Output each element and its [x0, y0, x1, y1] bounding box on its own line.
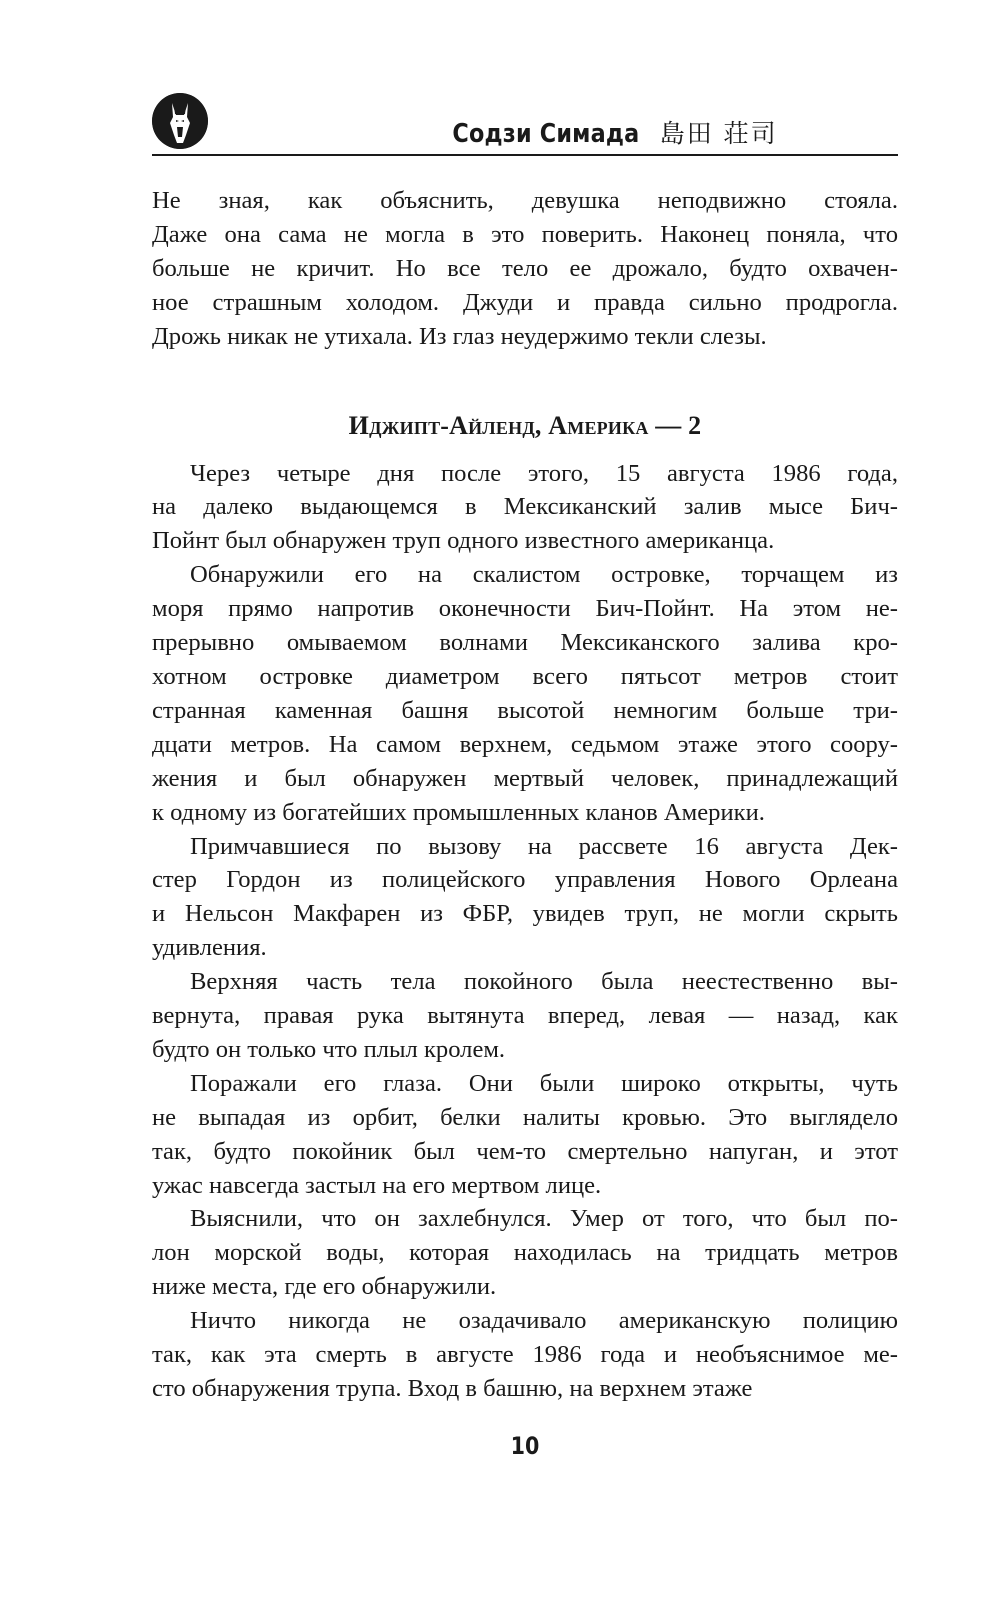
- text-line: будто он только что плыл кролем.: [152, 1035, 506, 1063]
- intro-paragraph: [152, 184, 898, 354]
- text-line: удивления.: [152, 934, 267, 962]
- running-head: [300, 114, 900, 150]
- text-line: так, как эта смерть в августе 1986 года и необъяснимое ме-: [152, 1341, 898, 1369]
- text-line: ниже места, где его обнаружили.: [152, 1273, 497, 1301]
- author-name-japanese: 島田 荘司: [659, 119, 778, 148]
- body-paragraph: [152, 558, 898, 829]
- logo-graphic: [152, 93, 208, 149]
- text-line: моря прямо напротив оконечности Бич-Пойнт. На этом не-: [152, 595, 898, 623]
- text-line: Выяснили, что он захлебнулся. Умер от того, что был по-: [190, 1205, 898, 1233]
- text-line: Ничто никогда не озадачивало американскую полицию: [190, 1307, 898, 1335]
- page-body: [152, 184, 898, 1406]
- text-line: Верхняя часть тела покойного была неестественно вы-: [190, 968, 898, 996]
- section-heading: Иджипт-Айленд, Америка — 2: [348, 410, 702, 440]
- body-paragraph: [152, 457, 898, 559]
- text-line: Не зная, как объяснить, девушка неподвижно стояла.: [152, 187, 898, 214]
- text-line: на далеко выдающемся в Мексиканский залив мысе Бич-: [152, 493, 898, 521]
- text-line: ное страшным холодом. Джуди и правда сильно продрогла.: [152, 288, 898, 316]
- body-paragraph: [152, 1067, 898, 1203]
- text-line: Поражали его глаза. Они были широко открыты, чуть: [190, 1069, 898, 1097]
- text-line: ужас навсегда застыл на его мертвом лице.: [152, 1171, 602, 1199]
- body-paragraph: [152, 965, 898, 1067]
- anubis-head-icon: [152, 93, 208, 149]
- text-line: Обнаружили его на скалистом островке, торчащем из: [190, 561, 898, 589]
- text-line: и Нельсон Макфарен из ФБР, увидев труп, не могли скрыть: [152, 900, 898, 928]
- text-line: стер Гордон из полицейского управления Нового Орлеана: [152, 866, 898, 894]
- text-line: не выпадая из орбит, белки налиты кровью. Это выглядело: [152, 1103, 898, 1131]
- text-line: больше не кричит. Но все тело ее дрожало, будто охвачен-: [152, 254, 898, 282]
- text-line: дцати метров. На самом верхнем, седьмом этаже этого соору-: [152, 730, 898, 758]
- text-line: так, будто покойник был чем-то смертельно напуган, и этот: [152, 1137, 898, 1165]
- text-line: Через четыре дня после этого, 15 августа 1986 года,: [190, 459, 898, 487]
- text-line: Дрожь никак не утихала. Из глаз неудержимо текли слезы.: [152, 322, 767, 350]
- text-line: Даже она сама не могла в это поверить. Наконец поняла, что: [152, 220, 898, 248]
- text-line: к одному из богатейших промышленных кланов Америки.: [152, 798, 765, 826]
- text-line: странная каменная башня высотой немногим больше три-: [152, 696, 898, 724]
- paragraphs: [152, 457, 898, 1406]
- author-name: Содзи Симада: [452, 119, 640, 149]
- page-number: 10: [510, 1432, 540, 1460]
- text-line: Пойнт был обнаружен труп одного известного американца.: [152, 527, 775, 555]
- body-paragraph: [152, 1304, 898, 1406]
- text-line: лон морской воды, которая находилась на тридцать метров: [152, 1239, 898, 1267]
- body-paragraph: [152, 1202, 898, 1304]
- text-line: хотном островке диаметром всего пятьсот метров стоит: [152, 662, 898, 690]
- header-rule: [152, 154, 898, 156]
- text-line: сто обнаружения трупа. Вход в башню, на верхнем этаже: [152, 1375, 753, 1402]
- text-line: жения и был обнаружен мертвый человек, принадлежащий: [152, 764, 898, 792]
- text-line: прерывно омываемом волнами Мексиканского залива кро-: [152, 629, 898, 657]
- text-line: вернута, правая рука вытянута вперед, левая — назад, как: [152, 1002, 898, 1030]
- body-paragraph: [152, 830, 898, 966]
- text-line: Примчавшиеся по вызову на рассвете 16 августа Дек-: [190, 832, 898, 860]
